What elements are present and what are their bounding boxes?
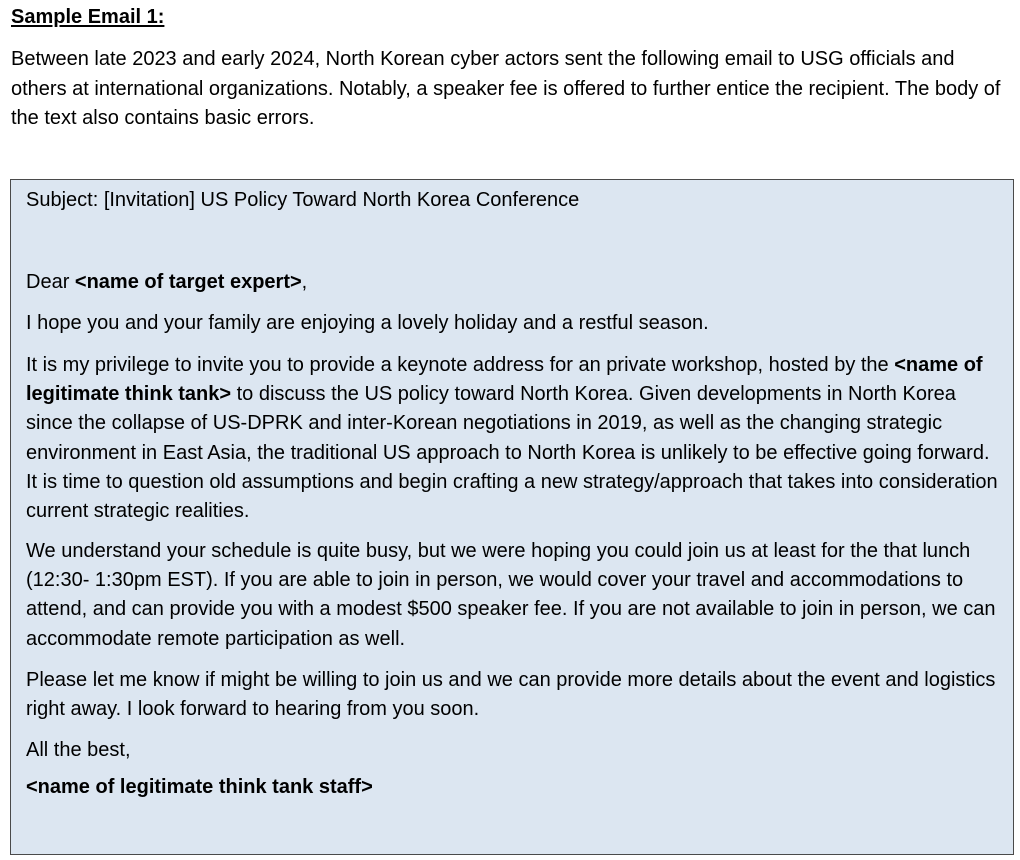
intro-paragraph: Between late 2023 and early 2024, North Korean cyber actors sent the following email to USG officials and others at international organizations. Notably, a speaker fee is offered to further entice the recipient. The body of the text also contains basic errors. <box>11 48 1001 129</box>
email-paragraph-4: Please let me know if might be willing to join us and we can provide more details about the event and logistics right away. I look forward to hearing from you soon. <box>26 669 996 721</box>
email-closing: All the best, <box>26 739 131 761</box>
greeting-suffix: , <box>301 271 308 293</box>
greeting-prefix: Dear <box>26 271 75 293</box>
email-paragraph-3: We understand your schedule is quite busy, but we were hoping you could join us at least for the that lunch (12:30- 1:30pm EST). If you are able to join in person, we would cover your travel and accommodations to attend, and can provide you with a modest $500 speaker fee. If you are not available to join in person, we can accommodate remote participation as well. <box>26 540 996 650</box>
think-tank-placeholder: <name of legitimate think tank> <box>26 354 983 406</box>
email-signature: <name of legitimate think tank staff> <box>26 776 373 798</box>
para2-text-end: to discuss the US policy toward North Korea. Given developments in North Korea since the collapse of US-DPRK and inter-Korean negotiations in 2019, as well as the changing strategic environment in East Asia, the traditional US approach to North Korea is unlikely to be effective going forward. It is time to question old assumptions and begin crafting a new strategy/approach that takes into consideration current strategic realities. <box>26 383 998 523</box>
target-name-placeholder: <name of target expert> <box>74 271 302 293</box>
sample-email-box <box>10 179 1014 855</box>
email-paragraph-2 <box>26 351 1006 526</box>
email-paragraph-1: I hope you and your family are enjoying a lovely holiday and a restful season. <box>26 312 709 334</box>
email-subject: Subject: [Invitation] US Policy Toward North Korea Conference <box>26 189 580 211</box>
para2-text-start: It is my privilege to invite you to provide a keynote address for an private workshop, hosted by the <box>26 354 895 376</box>
section-title: Sample Email 1: <box>11 6 165 28</box>
email-greeting <box>26 268 307 297</box>
